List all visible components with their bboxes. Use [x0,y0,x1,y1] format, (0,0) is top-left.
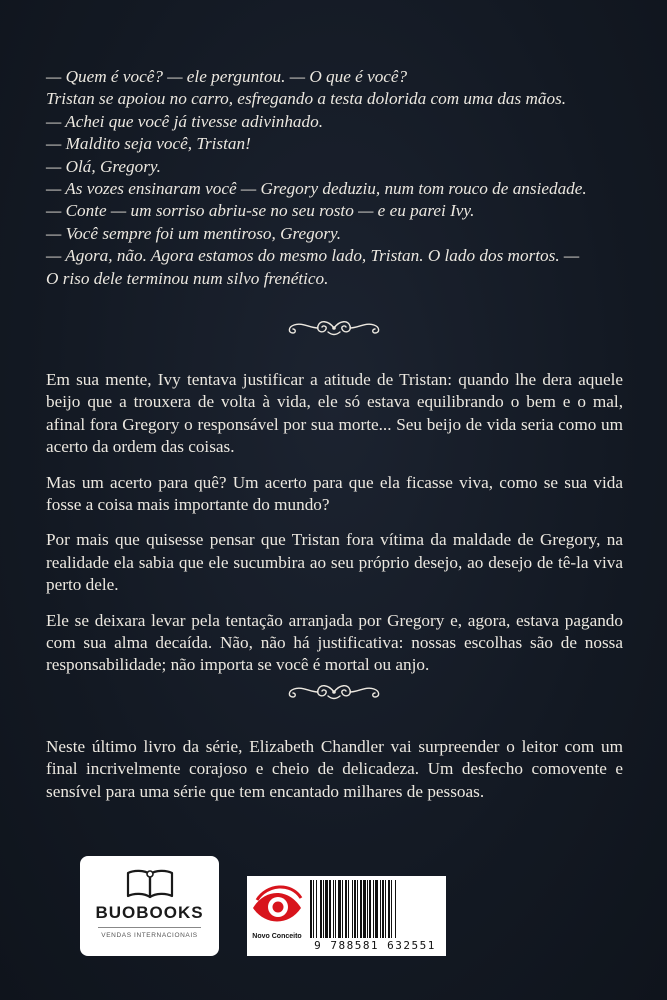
book-icon [124,866,176,902]
flourish-ornament-icon [282,316,386,340]
dialogue-line: — Conte — um sorriso abriu-se no seu rosto — e eu parei Ivy. [46,201,475,221]
paragraph: Em sua mente, Ivy tentava justificar a atitude de Tristan: quando lhe dera aquele beijo que a trouxera de volta à vida, ele só estava equilibrando o bem e o mal, afinal fora Gregory o responsável por sua morte... Seu beijo de vida seria como um acerto da ordem das coisas. [46,370,623,457]
flourish-ornament-icon [282,680,386,704]
logo-name: BUOBOOKS [95,903,204,922]
dialogue-line: — Quem é você? — ele perguntou. — O que é você? [46,67,408,86]
dialogue-line: — Agora, não. Agora estamos do mesmo lado, Tristan. O lado dos mortos. — [46,246,580,266]
paragraph: Neste último livro da série, Elizabeth Chandler vai surpreender o leitor com um final incrivelmente corajoso e cheio de delicadeza. Um desfecho comovente e sensível para uma série que tem encantado milhares de pessoas. [46,737,623,801]
barcode-panel [247,876,446,956]
barcode [309,880,441,938]
isbn-number: 9 788581 632551 [314,939,436,952]
publisher-name: Novo Conceito [252,933,302,940]
dialogue-line: Tristan se apoiou no carro, esfregando a testa dolorida com uma das mãos. [46,89,567,109]
dialogue-excerpt [46,66,636,290]
dialogue-line: O riso dele terminou num silvo frenético. [46,268,329,288]
paragraph: Por mais que quisesse pensar que Tristan fora vítima da maldade de Gregory, na realidade ela sabia que ele sucumbira ao seu próprio desejo, ao desejo de tê-la viva perto dele. [46,530,623,595]
paragraph: Mas um acerto para quê? Um acerto para que ela ficasse viva, como se sua vida fosse a coisa mais importante do mundo? [46,472,623,515]
publisher-eye-logo-icon [251,880,303,952]
dialogue-line: — Achei que você já tivesse adivinhado. [46,111,323,131]
synopsis-text [46,369,623,690]
dialogue-line: — Olá, Gregory. [46,156,161,176]
dialogue-line: — Maldito seja você, Tristan! [46,134,251,154]
closing-text [46,736,623,816]
dialogue-line: — As vozes ensinaram você — Gregory deduziu, num tom rouco de ansiedade. [46,179,587,199]
paragraph: Ele se deixara levar pela tentação arranjada por Gregory e, agora, estava pagando com sua alma decaída. Não, não há justificativa: nossas escolhas são de nossa responsabilidade; não importa se você é mortal ou anjo. [46,610,623,675]
dialogue-line: — Você sempre foi um mentiroso, Gregory. [46,223,342,243]
divider [98,927,201,928]
buobooks-logo [80,856,219,956]
logo-subtitle: VENDAS INTERNACIONAIS [101,932,198,939]
